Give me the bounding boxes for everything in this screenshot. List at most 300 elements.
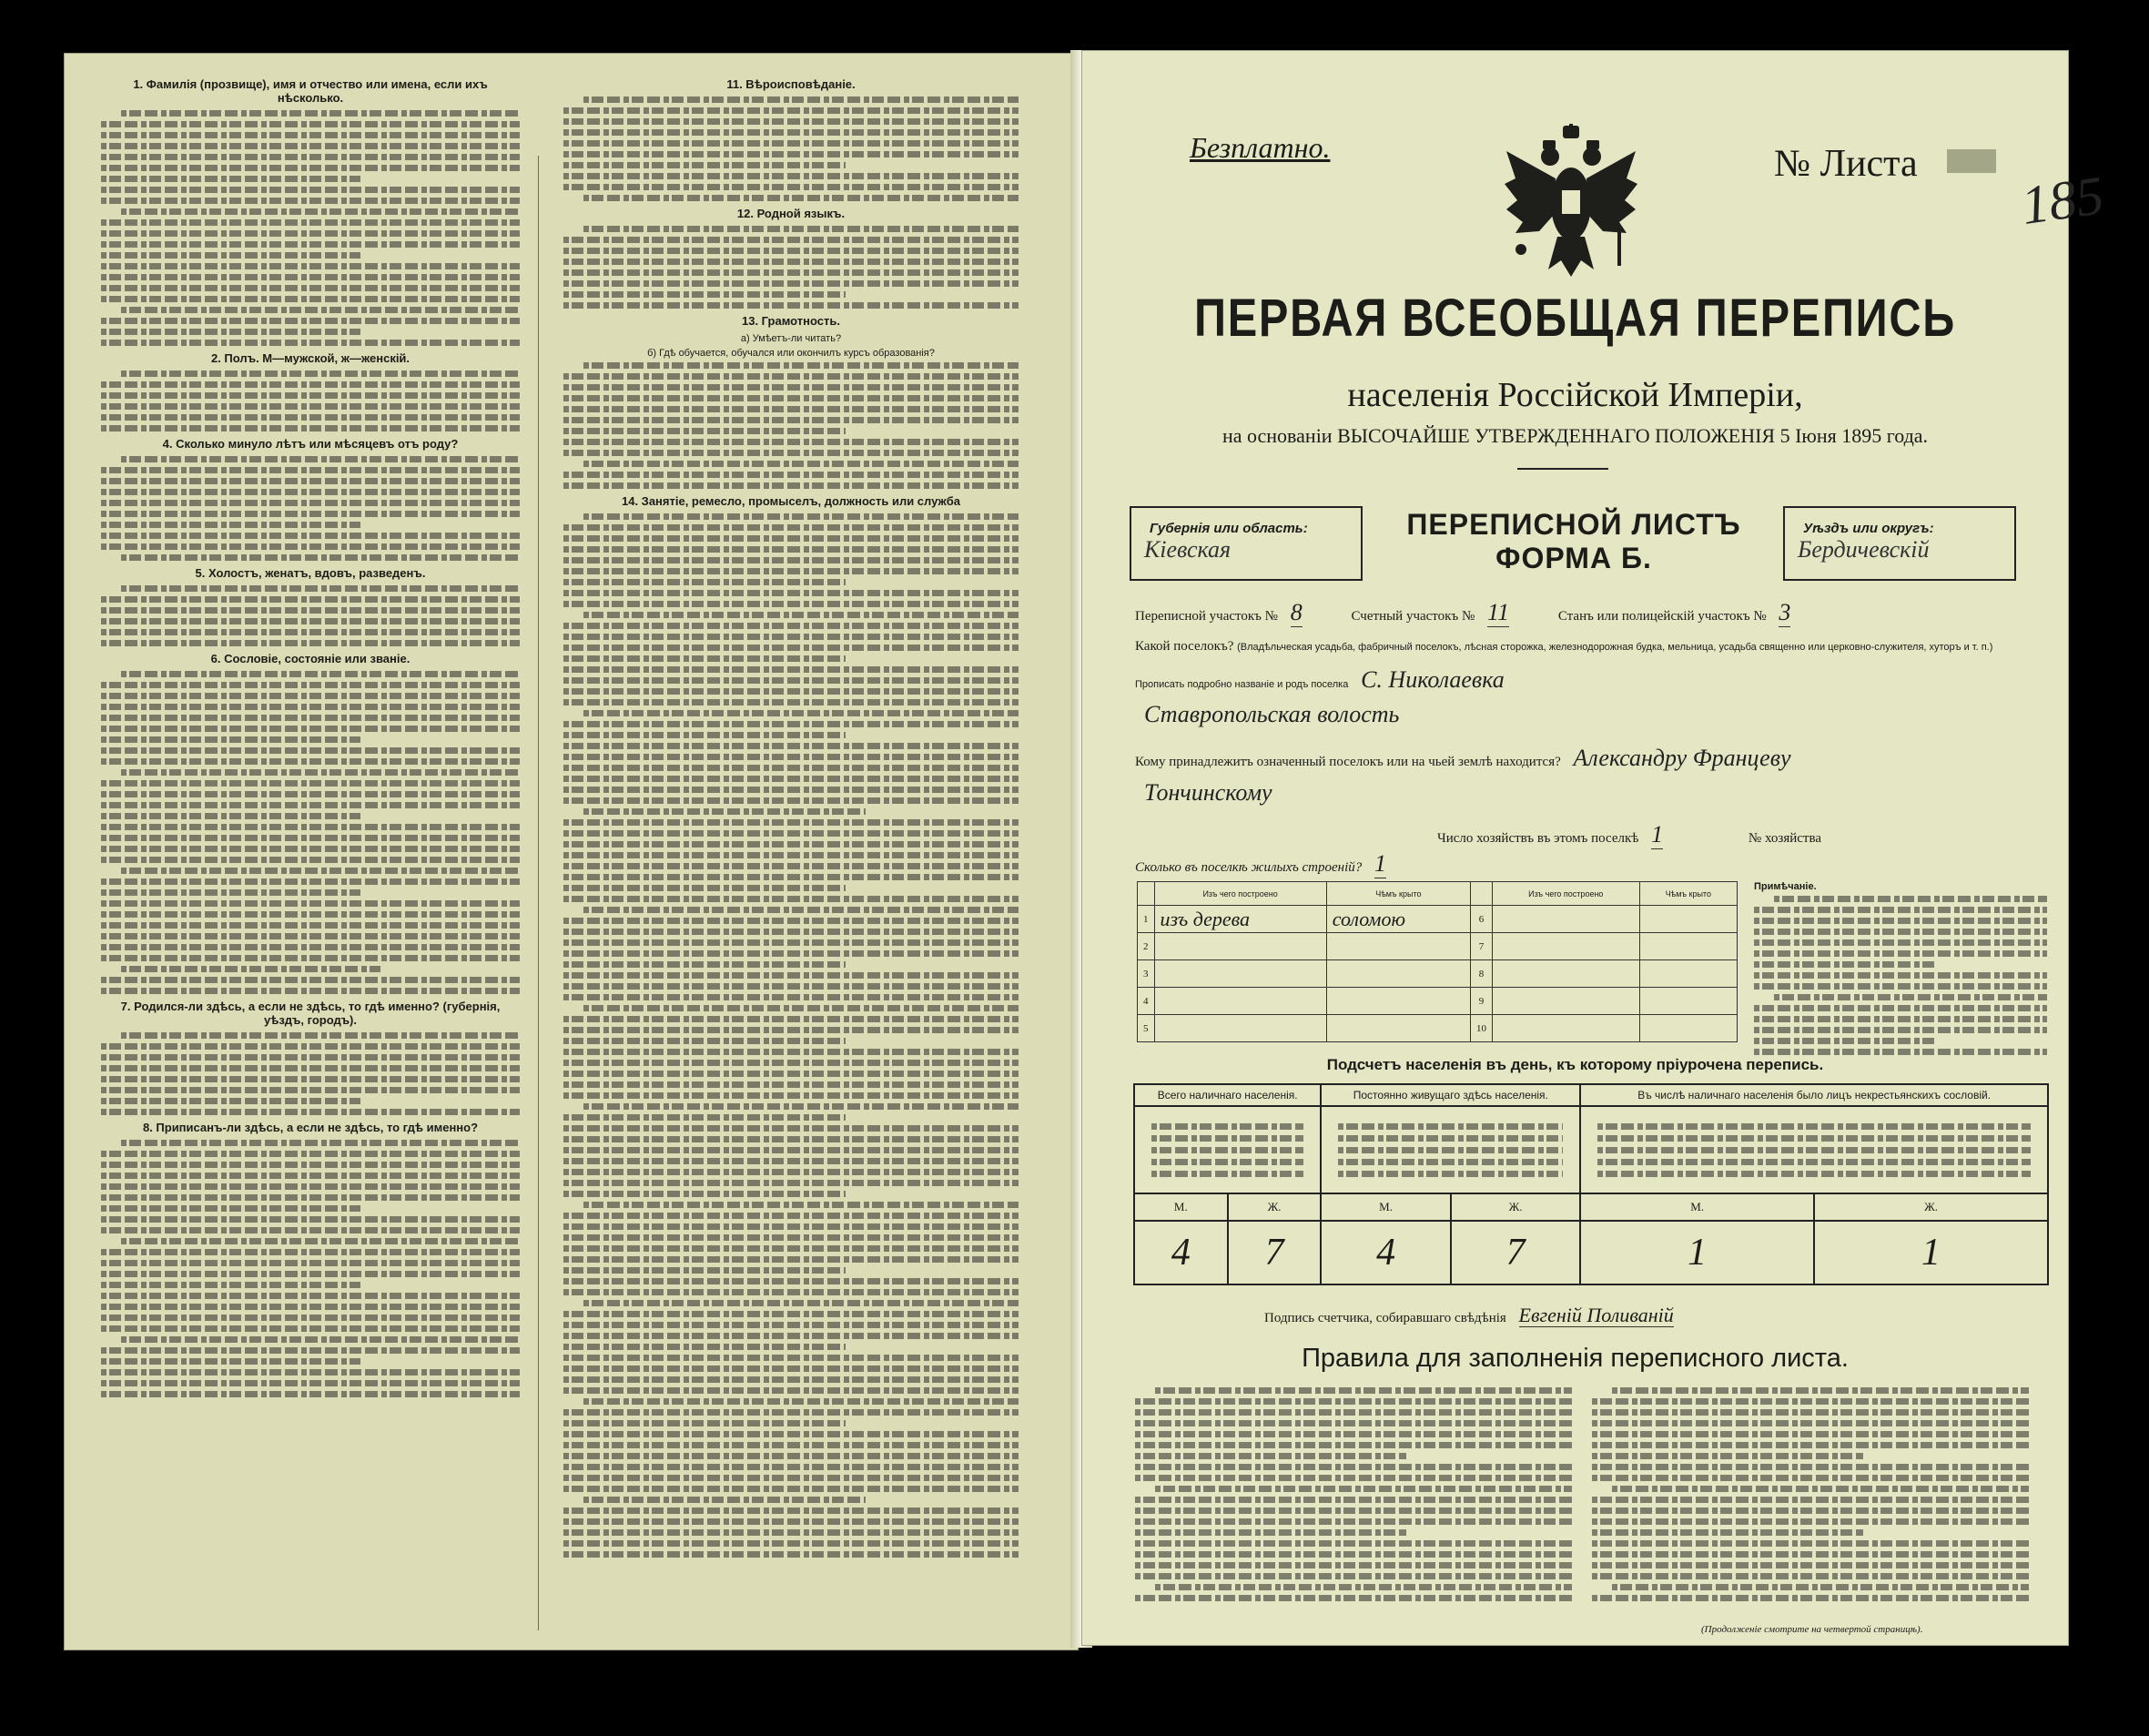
text-line — [583, 96, 1019, 103]
text-line — [101, 1065, 520, 1071]
sheet-number-value — [1947, 149, 1996, 173]
text-line — [101, 944, 520, 950]
heading-4: 4. Сколько минуло лѣтъ или мѣсяцевъ отъ роду? — [162, 437, 459, 451]
text-line — [101, 1076, 520, 1082]
text-line — [563, 776, 1019, 782]
text-line — [583, 1398, 1019, 1405]
text-line — [1612, 1486, 2029, 1492]
text-line — [563, 1529, 1019, 1536]
text-line — [563, 950, 1019, 957]
text-line — [563, 1060, 1019, 1066]
text-line — [1135, 1551, 1572, 1558]
non-peasant-female: 1 — [1814, 1221, 2048, 1284]
census-legal-basis: на основаніи ВЫСОЧАЙШЕ УТВЕРЖДЕННАГО ПОЛОЖЕНІЯ 5 Іюня 1895 года. — [1221, 424, 1929, 447]
text-line — [563, 1387, 1019, 1394]
text-line — [563, 1169, 1019, 1175]
text-line — [563, 590, 1019, 596]
title-divider — [1517, 468, 1608, 470]
text-line — [563, 787, 1019, 793]
text-line — [563, 1322, 1019, 1328]
text-line — [121, 371, 520, 377]
text-line — [563, 699, 1019, 706]
text-line — [101, 878, 520, 885]
owner-value-1: Александру Францеву — [1573, 745, 1791, 771]
text-line — [1592, 1551, 2029, 1558]
text-line — [563, 406, 1019, 412]
text-line — [101, 219, 520, 226]
text-line — [101, 596, 520, 603]
text-line — [563, 1311, 1019, 1317]
text-line — [563, 1486, 1019, 1492]
text-line — [101, 618, 520, 624]
text-line — [1151, 1135, 1303, 1142]
text-line — [563, 1245, 1019, 1252]
population-count-table: Всего наличнаго населенія. Постоянно живущаго здѣсь населенія. Въ числѣ наличнаго населенія было лицъ некрестьянскихъ сословій. М. Ж. М. Ж. М. Ж. 4 7 4 7 1 1 — [1133, 1083, 2049, 1285]
text-line — [101, 922, 520, 929]
text-line — [1135, 1562, 1572, 1568]
text-line — [101, 640, 520, 646]
text-line — [563, 1333, 1019, 1339]
text-line — [121, 554, 520, 561]
text-line — [1592, 1453, 1863, 1459]
text-line — [121, 1032, 520, 1039]
text-line — [1754, 972, 2047, 979]
material-header: Изъ чего построено — [1154, 882, 1326, 906]
text-line — [1754, 1016, 2047, 1022]
total-present-male: 4 — [1134, 1221, 1228, 1284]
text-line — [563, 688, 1019, 695]
text-line — [563, 280, 1019, 287]
text-line — [563, 1376, 1019, 1383]
text-line — [583, 513, 1019, 520]
text-line — [563, 1365, 1019, 1372]
text-line — [121, 585, 520, 592]
text-line — [1754, 939, 2047, 946]
text-line — [1135, 1431, 1572, 1437]
settlement-type-row — [1135, 639, 1992, 655]
text-line — [101, 1358, 360, 1365]
text-line — [563, 743, 1019, 749]
text-line — [121, 868, 520, 874]
text-line — [121, 1238, 520, 1244]
dwellings-row — [1135, 850, 1395, 878]
text-line — [1135, 1529, 1406, 1536]
text-line — [563, 830, 1019, 837]
district-label: Уѣздъ или округъ: — [1803, 521, 1934, 536]
text-line — [563, 1420, 846, 1426]
text-line — [101, 252, 360, 259]
text-line — [1597, 1123, 2031, 1130]
text-line — [563, 107, 1019, 114]
households-label: Число хозяйствъ въ этомъ поселкѣ — [1437, 831, 1639, 846]
count-group-1-description — [1134, 1106, 1321, 1193]
text-line — [101, 318, 520, 324]
text-line — [1754, 1027, 2047, 1033]
text-line — [1592, 1497, 2029, 1503]
census-area-value: 8 — [1290, 599, 1303, 625]
text-line — [1597, 1171, 2031, 1177]
text-line — [101, 176, 360, 182]
text-line — [1135, 1453, 1406, 1459]
text-line — [563, 162, 846, 168]
text-line — [563, 472, 1019, 478]
text-line — [563, 601, 1019, 607]
text-line — [101, 977, 520, 983]
text-line — [1592, 1431, 2029, 1437]
text-line — [563, 896, 1019, 902]
text-line — [563, 765, 1019, 771]
text-line — [563, 1147, 1019, 1153]
text-line — [1612, 1584, 2029, 1590]
text-line — [1135, 1420, 1572, 1426]
owner-row — [1135, 745, 1800, 772]
text-line — [121, 966, 380, 972]
district-value: Бердичевскій — [1798, 536, 1930, 563]
text-line — [101, 1173, 520, 1179]
text-line — [563, 568, 1019, 574]
text-line — [101, 489, 520, 495]
settlement-label: Какой поселокъ? — [1135, 639, 1234, 654]
text-line — [563, 819, 1019, 826]
text-line — [563, 535, 1019, 542]
text-line — [121, 208, 520, 215]
text-line — [563, 384, 1019, 391]
text-line — [101, 543, 520, 550]
form-heading — [1337, 508, 1810, 575]
text-line — [1338, 1159, 1563, 1165]
province-value: Кіевская — [1144, 536, 1232, 563]
text-line — [101, 1391, 520, 1397]
text-line — [563, 797, 1019, 804]
count-group-2-description — [1321, 1106, 1580, 1193]
census-title: ПЕРВАЯ ВСЕОБЩАЯ ПЕРЕПИСЬ — [1194, 289, 1956, 348]
dwellings-value: 1 — [1374, 850, 1387, 877]
text-line — [1592, 1508, 2029, 1514]
text-line — [563, 874, 1019, 880]
text-line — [583, 808, 866, 815]
text-line — [563, 754, 1019, 760]
text-line — [563, 1442, 1019, 1448]
text-line — [121, 1140, 520, 1146]
province-box — [1130, 506, 1363, 581]
text-line — [1338, 1147, 1563, 1153]
text-line — [1592, 1420, 2029, 1426]
text-line — [583, 461, 1019, 467]
heading-8: 8. Приписанъ-ли здѣсь, а если не здѣсь, то гдѣ именно? — [142, 1121, 479, 1134]
text-line — [101, 835, 520, 841]
text-line — [101, 758, 520, 765]
text-line — [1135, 1573, 1572, 1579]
text-line — [101, 1260, 520, 1266]
text-line — [1135, 1497, 1572, 1503]
census-area-row — [1135, 599, 1799, 627]
text-line — [101, 889, 360, 896]
settlement-value-2: Ставропольская волость — [1144, 701, 1400, 727]
text-line — [101, 629, 520, 635]
text-line — [1592, 1475, 2029, 1481]
text-line — [563, 666, 1019, 673]
text-line — [101, 500, 520, 506]
text-line — [563, 373, 1019, 380]
text-line — [101, 1087, 520, 1093]
text-line — [101, 285, 520, 291]
note-block — [1754, 881, 2047, 1060]
text-line — [1754, 929, 2047, 935]
text-line — [563, 129, 1019, 136]
text-line — [101, 1043, 520, 1050]
text-line — [101, 392, 520, 399]
text-line — [563, 1278, 1019, 1284]
households-row — [1437, 821, 1821, 849]
text-line — [101, 607, 520, 614]
text-line — [1612, 1387, 2029, 1394]
text-line — [563, 1256, 1019, 1263]
district-box — [1783, 506, 2016, 581]
note-title: Примѣчаніе. — [1754, 881, 1817, 892]
text-line — [101, 747, 520, 754]
count-title: Подсчетъ населенія въ день, къ которому пріурочена перепись. — [1326, 1056, 1824, 1073]
text-line — [101, 857, 520, 863]
settlement-note: (Владѣльческая усадьба, фабричный поселокъ, лѣсная сторожка, железнодорожная будка, мельница, усадьба священно или церковно-служителя, хуторъ и т. п.) — [1237, 642, 1993, 653]
text-line — [563, 677, 1019, 684]
text-line — [563, 579, 846, 585]
text-line — [583, 362, 1019, 369]
text-line — [563, 841, 1019, 848]
text-line — [1592, 1518, 2029, 1525]
text-line — [563, 1453, 1019, 1459]
text-line — [101, 1325, 520, 1332]
text-line — [563, 623, 1019, 629]
text-line — [101, 1183, 520, 1190]
text-line — [563, 1464, 1019, 1470]
table-row: 4 9 — [1138, 988, 1738, 1015]
rules-column-2 — [1592, 1387, 2029, 1606]
text-line — [1592, 1573, 2029, 1579]
text-line — [583, 1005, 1019, 1011]
text-line — [1592, 1464, 2029, 1470]
text-line — [101, 198, 520, 204]
text-line — [1155, 1486, 1572, 1492]
text-line — [583, 1103, 1019, 1110]
text-line — [563, 1551, 1019, 1558]
text-line — [1592, 1595, 2029, 1601]
text-line — [1135, 1464, 1572, 1470]
roof-header-right: Чѣмъ крыто — [1639, 882, 1737, 906]
text-line — [1338, 1171, 1563, 1177]
text-line — [563, 248, 1019, 254]
text-line — [101, 846, 520, 852]
heading-6: 6. Сословіе, состояніе или званіе. — [210, 652, 411, 665]
text-line — [563, 721, 1019, 727]
text-line — [1592, 1409, 2029, 1416]
dwellings-table — [1137, 881, 1738, 1042]
text-line — [563, 1213, 1019, 1219]
non-peasant-male: 1 — [1580, 1221, 1814, 1284]
text-line — [563, 546, 1019, 553]
text-line — [563, 237, 1019, 243]
text-line — [101, 780, 520, 787]
permanent-female: 7 — [1451, 1221, 1580, 1284]
text-line — [101, 143, 520, 149]
text-line — [563, 1344, 846, 1350]
text-line — [1135, 1398, 1572, 1405]
text-line — [121, 769, 520, 776]
text-line — [1774, 994, 2047, 1000]
text-line — [101, 791, 520, 797]
text-line — [563, 929, 1019, 935]
text-line — [563, 1158, 1019, 1164]
free-label: Безплатно. — [1190, 131, 1331, 164]
text-line — [563, 269, 1019, 276]
text-line — [101, 425, 520, 431]
text-line — [1338, 1123, 1563, 1130]
village-area-label: Станъ или полицейскій участокъ № — [1557, 609, 1767, 624]
text-line — [563, 994, 1019, 1000]
count-group-2-title: Постоянно живущаго здѣсь населенія. — [1321, 1084, 1580, 1106]
text-line — [563, 291, 846, 298]
text-line — [563, 1180, 1019, 1186]
text-line — [1754, 950, 2047, 957]
text-line — [583, 907, 1019, 913]
text-line — [101, 1109, 520, 1115]
text-line — [101, 533, 520, 539]
text-line — [563, 1125, 1019, 1132]
text-line — [101, 933, 520, 939]
text-line — [563, 634, 1019, 640]
text-line — [1155, 1584, 1572, 1590]
text-line — [101, 813, 360, 819]
text-line — [563, 184, 1019, 190]
text-line — [101, 165, 520, 171]
text-line — [101, 1304, 520, 1310]
text-line — [101, 403, 520, 410]
text-line — [1135, 1595, 1572, 1601]
text-line — [101, 132, 520, 138]
text-line — [1597, 1135, 2031, 1142]
census-subtitle: населенія Россійской Имперіи, — [1347, 376, 1803, 414]
text-line — [563, 1191, 846, 1197]
text-line — [1597, 1147, 2031, 1153]
heading-12: 12. Родной языкъ. — [736, 207, 846, 220]
text-line — [583, 1202, 1019, 1208]
text-line — [563, 1114, 846, 1121]
text-line — [101, 1293, 520, 1299]
text-line — [101, 704, 520, 710]
text-line — [101, 900, 520, 907]
text-line — [1597, 1159, 2031, 1165]
heading-13: 13. Грамотность. — [742, 314, 840, 328]
text-line — [101, 1249, 520, 1255]
text-line — [101, 187, 520, 193]
text-line — [563, 1016, 1019, 1022]
text-line — [563, 1518, 1019, 1525]
village-area-value: 3 — [1779, 599, 1791, 625]
text-line — [1135, 1518, 1572, 1525]
text-line — [1754, 907, 2047, 913]
text-line — [563, 395, 1019, 401]
text-line — [563, 1289, 1019, 1295]
heading-2: 2. Полъ. М—мужской, ж—женскій. — [210, 351, 411, 365]
text-line — [563, 1540, 1019, 1547]
text-line — [101, 414, 520, 421]
text-line — [101, 241, 520, 248]
text-line — [563, 1234, 1019, 1241]
text-line — [563, 1431, 1019, 1437]
text-line — [1135, 1540, 1572, 1547]
instructions-column-2 — [563, 72, 1019, 1562]
table-row: 5 10 — [1138, 1015, 1738, 1042]
text-line — [101, 715, 520, 721]
text-line — [1754, 1005, 2047, 1011]
text-line — [121, 1336, 520, 1343]
subheading-13a: а) Умѣетъ-ли читать? — [740, 333, 842, 344]
text-line — [1135, 1442, 1572, 1448]
text-line — [563, 1223, 1019, 1230]
continued-note: (Продолженіе смотрите на четвертой страницѣ). — [1701, 1624, 1923, 1635]
text-line — [1754, 1038, 1936, 1044]
text-line — [1592, 1540, 2029, 1547]
handwritten-page-number: 185 — [2017, 165, 2108, 236]
text-line — [101, 911, 520, 918]
text-line — [101, 154, 520, 160]
text-line — [563, 439, 1019, 445]
text-line — [563, 482, 1019, 489]
text-line — [1151, 1171, 1303, 1177]
text-line — [583, 612, 1019, 618]
subheading-13b: б) Гдѣ обучается, обучался или окончилъ курсъ образованія? — [647, 348, 935, 359]
text-line — [563, 918, 1019, 924]
count-group-3-title: Въ числѣ наличнаго населенія было лицъ некрестьянскихъ сословій. — [1580, 1084, 2048, 1106]
table-row: 2 7 — [1138, 933, 1738, 960]
dwellings-label: Сколько въ поселкѣ жилыхъ строеній? — [1135, 860, 1363, 875]
text-line — [1155, 1387, 1572, 1394]
text-line — [1754, 983, 2047, 990]
column-rule — [538, 156, 539, 1630]
text-line — [563, 972, 1019, 979]
settlement-name-row — [1135, 666, 1514, 694]
text-line — [101, 1054, 520, 1061]
text-line — [1151, 1123, 1303, 1130]
text-line — [1754, 961, 1936, 968]
imperial-eagle-emblem — [1503, 124, 1639, 279]
text-line — [101, 955, 520, 961]
counting-area-value: 11 — [1487, 599, 1510, 625]
text-line — [101, 726, 520, 732]
text-line — [1135, 1475, 1572, 1481]
text-line — [563, 1038, 846, 1044]
permanent-male: 4 — [1321, 1221, 1450, 1284]
text-line — [563, 1409, 1019, 1416]
enumerator-signature-row — [1264, 1304, 1674, 1327]
text-line — [101, 802, 520, 808]
text-line — [563, 1049, 1019, 1055]
text-line — [563, 1092, 1019, 1099]
text-line — [563, 655, 846, 662]
material-header-right: Изъ чего построено — [1492, 882, 1639, 906]
text-line — [583, 195, 1019, 201]
text-line — [1592, 1562, 2029, 1568]
signature-label: Подпись счетчика, собиравшаго свѣдѣнія — [1264, 1311, 1506, 1325]
text-line — [121, 456, 520, 462]
heading-11: 11. Вѣроисповѣданіе. — [726, 77, 856, 91]
text-line — [101, 1380, 520, 1386]
text-line — [101, 1098, 360, 1104]
text-line — [563, 732, 846, 738]
text-line — [101, 511, 520, 517]
text-line — [101, 1282, 360, 1288]
table-row: 3 8 — [1138, 960, 1738, 988]
text-line — [563, 524, 1019, 531]
